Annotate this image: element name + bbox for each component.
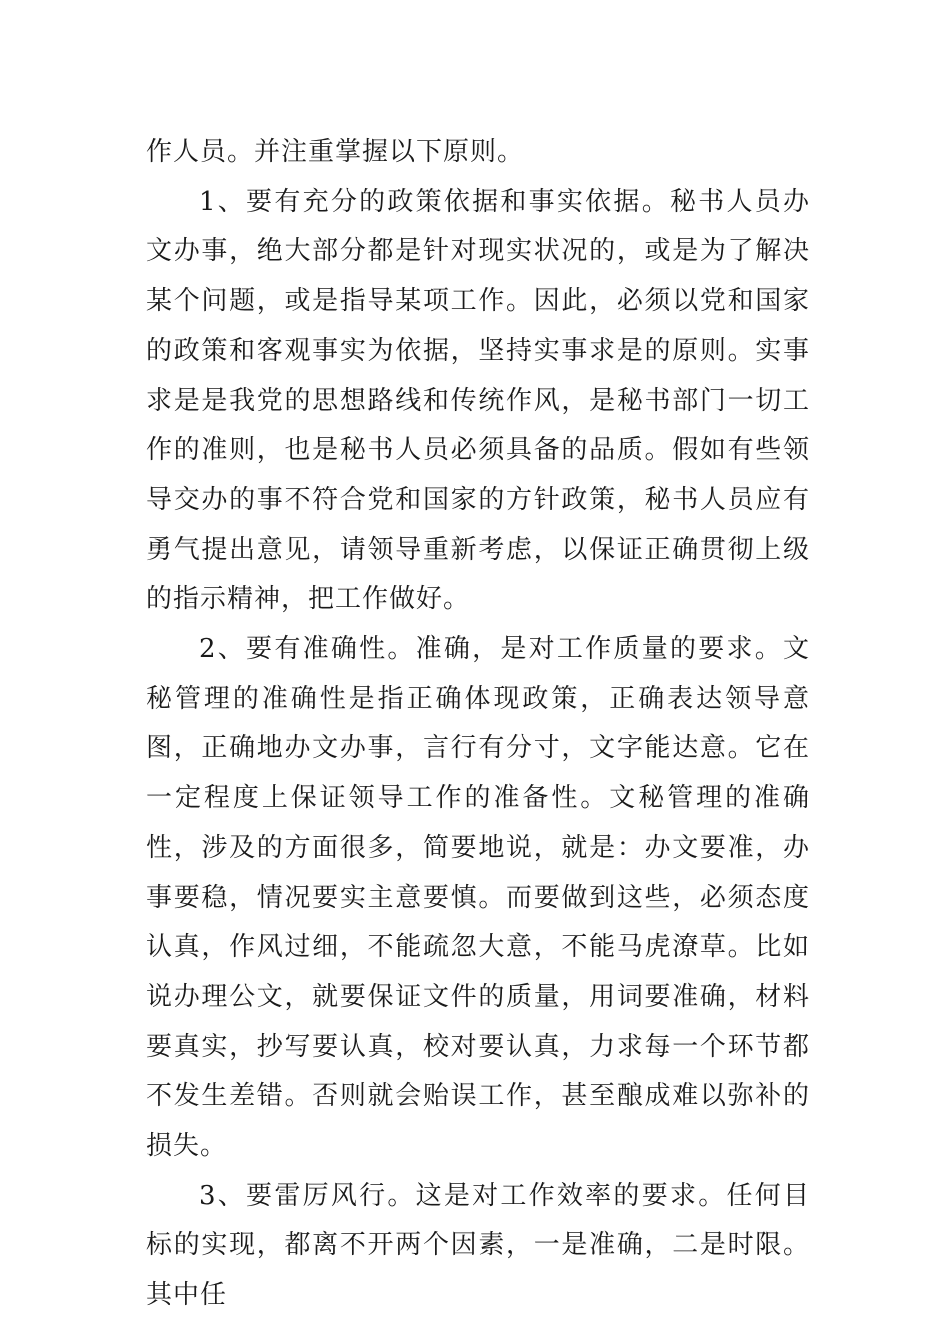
paragraph-continuation: 作人员。并注重掌握以下原则。	[146, 137, 525, 167]
document-body	[146, 128, 810, 1321]
paragraph-principle-3: 3、要雷厉风行。这是对工作效率的要求。任何目标的实现，都离不开两个因素，一是准确，二是时限。其中任	[146, 1180, 810, 1311]
paragraph-principle-1: 1、要有充分的政策依据和事实依据。秘书人员办文办事，绝大部分都是针对现实状况的，或是为了解决某个问题，或是指导某项工作。因此，必须以党和国家的政策和客观事实为依据，坚持实事求是的原则。实事求是是我党的思想路线和传统作风，是秘书部门一切工作的准则，也是秘书人员必须具备的品质。假如有些领导交办的事不符合党和国家的方针政策，秘书人员应有勇气提出意见，请领导重新考虑，以保证正确贯彻上级的指示精神，把工作做好。	[146, 186, 810, 615]
paragraph-principle-2: 2、要有准确性。准确，是对工作质量的要求。文秘管理的准确性是指正确体现政策，正确表达领导意图，正确地办文办事，言行有分寸，文字能达意。它在一定程度上保证领导工作的准备性。文秘管理的准确性，涉及的方面很多，简要地说，就是：办文要准，办事要稳，情况要实主意要慎。而要做到这些，必须态度认真，作风过细，不能疏忽大意，不能马虎潦草。比如说办理公文，就要保证文件的质量，用词要准确，材料要真实，抄写要认真，校对要认真，力求每一个环节都不发生差错。否则就会贻误工作，甚至酿成难以弥补的损失。	[146, 634, 810, 1162]
